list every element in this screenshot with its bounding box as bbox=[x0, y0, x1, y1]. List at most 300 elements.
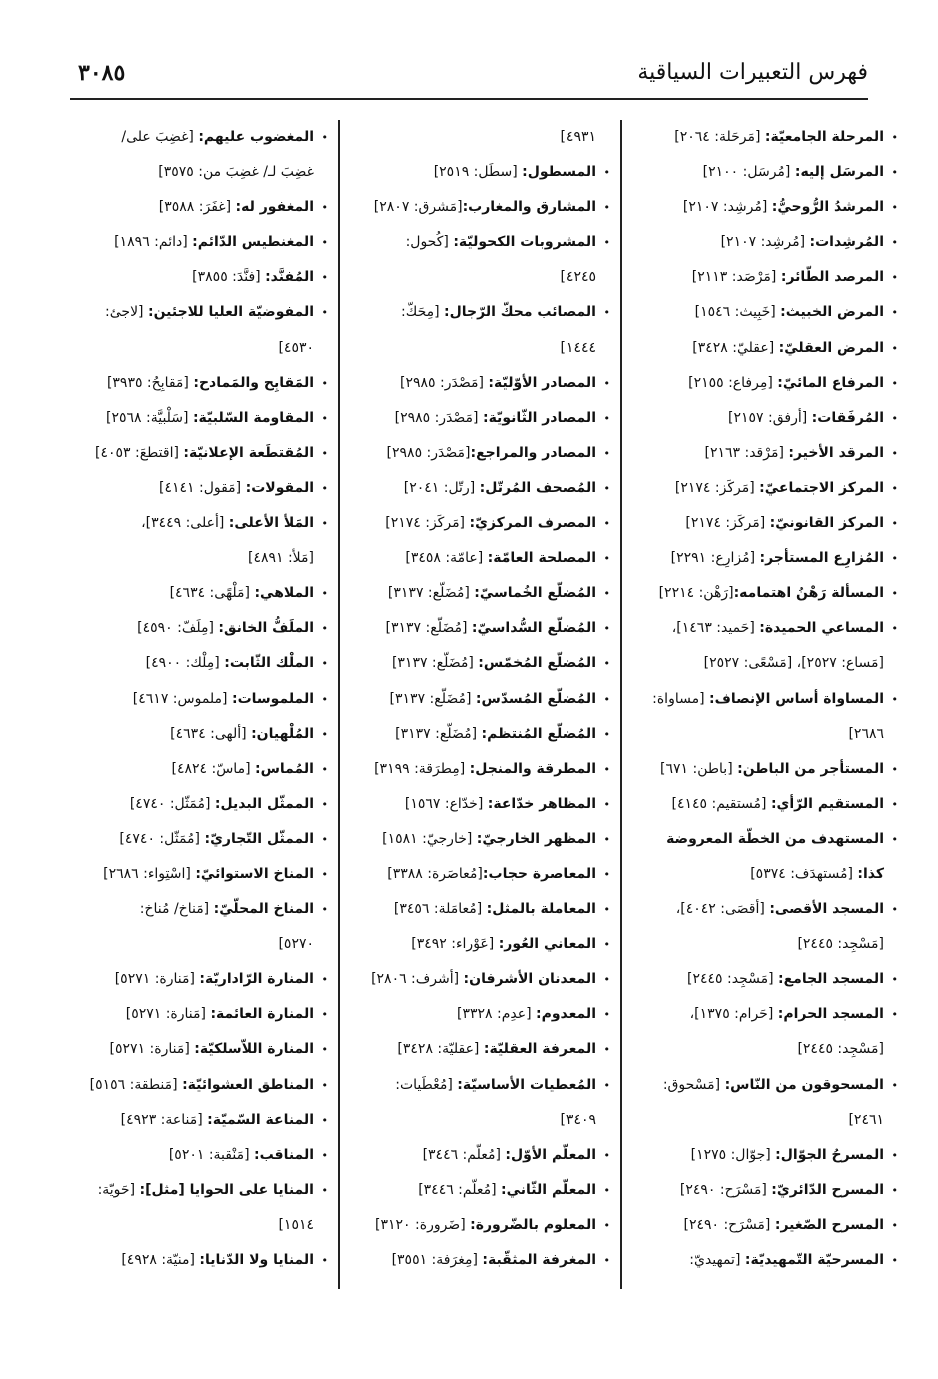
entry-reference: [سَلْبيَّة: ٢٥٦٨] bbox=[106, 409, 193, 426]
entry-term: الملموسات: bbox=[231, 690, 314, 707]
index-entry bbox=[355, 1173, 610, 1208]
entry-reference: [مُعاصَرة: ٣٣٨٨] bbox=[387, 865, 483, 882]
index-entry bbox=[58, 576, 328, 611]
index-column-1 bbox=[640, 120, 898, 1289]
entry-reference: [مِغرَفة: ٣٥٥١] bbox=[391, 1252, 483, 1268]
entry-term: المُرشِدات: bbox=[809, 234, 884, 251]
entry-reference: [مُستقيم: ٤١٤٥] bbox=[671, 795, 771, 812]
entry-term: المسرحُ الجوّال: bbox=[775, 1146, 884, 1163]
entry-reference: [مَنطقة: ٥١٥٦] bbox=[89, 1076, 183, 1093]
index-entry bbox=[355, 436, 610, 471]
entry-reference: [عدِم: ٣٣٢٨] bbox=[457, 1006, 536, 1023]
entry-term: المرض الخبيث: bbox=[780, 304, 884, 321]
bullet-icon: • bbox=[321, 867, 328, 881]
entry-reference: [غفَرَ: ٣٥٨٨] bbox=[158, 199, 236, 216]
entry-term: المُزارِع المستأجر: bbox=[759, 550, 884, 567]
bullet-icon: • bbox=[321, 376, 328, 390]
entry-term: المعاملة بالمثل: bbox=[486, 901, 596, 918]
index-entry bbox=[640, 1208, 898, 1243]
entry-term: المصادر الأوّليّة: bbox=[488, 374, 596, 391]
entry-reference: [مَنْقبة: ٥٢٠١] bbox=[168, 1146, 254, 1163]
index-entry bbox=[640, 331, 898, 366]
entry-reference: [مُرشِد: ٢١٠٧] bbox=[720, 234, 810, 251]
entry-term: المسجد الحرام: bbox=[777, 1006, 884, 1023]
index-entry-continuation bbox=[58, 155, 328, 190]
bullet-icon: • bbox=[603, 622, 610, 636]
entry-term: المصادر الثّانويّة: bbox=[482, 409, 596, 426]
index-entry bbox=[355, 822, 610, 857]
entry-reference: ٣٤٠٩] bbox=[560, 1111, 596, 1128]
entry-reference: [مِرفاع: ٢١٥٥] bbox=[688, 374, 778, 391]
entry-term: المركز القانونيّ: bbox=[769, 515, 884, 532]
entry-reference: [مَسْجِد: ٢٤٤٥] bbox=[797, 1041, 884, 1058]
entry-term: المصائب محكّ الرّجال: bbox=[444, 304, 596, 321]
bullet-icon: • bbox=[321, 131, 328, 144]
entry-reference: [مُرسَل: ٢١٠٠] bbox=[702, 164, 795, 181]
index-entry bbox=[58, 190, 328, 225]
index-entry bbox=[355, 366, 610, 401]
index-entry bbox=[355, 646, 610, 681]
entry-reference: [رتّل: ٢٠٤١] bbox=[403, 479, 480, 496]
entry-reference: [مَركَز: ٢١٧٤] bbox=[385, 515, 470, 532]
index-entry-continuation bbox=[58, 927, 328, 962]
index-column-2 bbox=[355, 120, 610, 1289]
bullet-icon: • bbox=[603, 376, 610, 390]
index-entry bbox=[640, 155, 898, 190]
bullet-icon: • bbox=[891, 832, 898, 846]
entry-reference: [مُمَثّل: ٤٧٤٠] bbox=[129, 795, 215, 812]
entry-reference: ٢٦٨٦] bbox=[848, 725, 884, 742]
index-entry bbox=[355, 997, 610, 1032]
entry-reference: [مِلْك: ٤٩٠٠] bbox=[145, 655, 225, 672]
index-entry bbox=[355, 927, 610, 962]
entry-reference: [أرفق: ٢١٥٧] bbox=[728, 409, 812, 426]
bullet-icon: • bbox=[603, 797, 610, 811]
entry-term: المَقابِح والمَمادح: bbox=[193, 374, 314, 391]
entry-term: كذا: bbox=[857, 865, 884, 882]
entry-reference: [كُحول: bbox=[405, 234, 454, 251]
index-entry bbox=[640, 752, 898, 787]
index-entry bbox=[640, 822, 898, 857]
entry-term: المستهدف من الخطّة المعروضة bbox=[666, 830, 884, 847]
entry-reference: [مُعامَلة: ٣٤٥٦] bbox=[393, 901, 487, 918]
entry-reference: [باطن: ٦٧١] bbox=[660, 760, 738, 777]
bullet-icon: • bbox=[891, 376, 898, 390]
index-entry bbox=[355, 541, 610, 576]
bullet-icon: • bbox=[321, 1113, 328, 1127]
bullet-icon: • bbox=[321, 1148, 328, 1162]
index-entry bbox=[640, 260, 898, 295]
index-entry-continuation bbox=[58, 541, 328, 576]
index-entry bbox=[355, 892, 610, 927]
entry-reference: ٢٤٦١] bbox=[848, 1111, 884, 1128]
entry-term: المصادر والمراجع: bbox=[470, 444, 596, 461]
bullet-icon: • bbox=[891, 236, 898, 250]
entry-term: المظهر الخارجيّ: bbox=[476, 830, 596, 847]
entry-reference: [مَرْقد: ٢١٦٣] bbox=[704, 444, 789, 461]
index-entry bbox=[58, 646, 328, 681]
index-entry-continuation bbox=[640, 646, 898, 681]
index-entry-continuation bbox=[58, 331, 328, 366]
index-title: فهرس التعبيرات السياقية bbox=[637, 60, 868, 85]
bullet-icon: • bbox=[321, 1043, 328, 1057]
index-entry bbox=[355, 1138, 610, 1173]
entry-reference: ٥٢٧٠] bbox=[278, 936, 314, 953]
entry-term: المناخ المحلّيّ: bbox=[213, 901, 314, 918]
bullet-icon: • bbox=[321, 657, 328, 671]
bullet-icon: • bbox=[891, 341, 898, 355]
entry-term: المرقد الأخير: bbox=[788, 444, 884, 461]
bullet-icon: • bbox=[891, 1254, 898, 1267]
entry-term: الملَفُّ الخانق: bbox=[218, 620, 314, 637]
entry-reference: ٤٥٣٠] bbox=[278, 339, 314, 356]
entry-term: المناخ الاستوائيّ: bbox=[195, 865, 314, 882]
entry-term: المُضلّع المُخمّس: bbox=[478, 655, 596, 672]
bullet-icon: • bbox=[603, 166, 610, 180]
bullet-icon: • bbox=[603, 1183, 610, 1197]
entry-reference: [مَصْدَر: ٢٩٨٥] bbox=[400, 374, 489, 391]
index-entry bbox=[640, 541, 898, 576]
entry-term: المُرفَقات: bbox=[811, 409, 884, 426]
entry-reference: [مَنارة: ٥٢٧١] bbox=[114, 971, 200, 988]
entry-reference: [غضِبَ على/ bbox=[121, 129, 199, 145]
entry-reference: [جوّال: ١٢٧٥] bbox=[690, 1146, 776, 1163]
index-entry bbox=[355, 787, 610, 822]
index-entry-continuation bbox=[355, 260, 610, 295]
index-entry bbox=[58, 1032, 328, 1067]
bullet-icon: • bbox=[603, 762, 610, 776]
entry-term: المسألة رَهْنُ اهتمامه: bbox=[733, 585, 884, 602]
entry-reference: [مَقول: ٤١٤١] bbox=[158, 479, 246, 496]
entry-reference: [ألهى: ٤٦٣٤] bbox=[170, 725, 252, 742]
entry-term: المنايا على الحوايا [مثل]: bbox=[139, 1181, 314, 1198]
bullet-icon: • bbox=[603, 587, 610, 601]
entry-term: المُصحف المُرتّل: bbox=[479, 479, 596, 496]
entry-reference: [أقصَى: ٤٠٤٢]، bbox=[675, 901, 770, 918]
entry-reference: [ضَرورة: ٣١٢٠] bbox=[375, 1216, 471, 1233]
entry-reference: [مَقابِحُ: ٣٩٣٥] bbox=[106, 374, 194, 391]
entry-reference: [عقليّة: ٣٤٢٨] bbox=[397, 1041, 484, 1058]
entry-term: المرصد الطّائر: bbox=[780, 269, 884, 286]
index-entry-continuation bbox=[355, 1103, 610, 1138]
entry-term: المنارة العائمة: bbox=[210, 1006, 314, 1023]
bullet-icon: • bbox=[321, 1078, 328, 1092]
entry-reference: [خارجيّ: ١٥٨١] bbox=[382, 830, 477, 847]
bullet-icon: • bbox=[321, 622, 328, 636]
index-columns bbox=[88, 120, 898, 1289]
bullet-icon: • bbox=[603, 1254, 610, 1267]
entry-term: المَلأ الأعلى: bbox=[228, 515, 314, 532]
bullet-icon: • bbox=[891, 411, 898, 425]
index-entry bbox=[355, 962, 610, 997]
entry-reference: [مِلَفّ: ٤٥٩٠] bbox=[137, 620, 219, 637]
bullet-icon: • bbox=[603, 867, 610, 881]
entry-reference: ١٥١٤] bbox=[278, 1216, 314, 1233]
index-entry bbox=[58, 1138, 328, 1173]
entry-reference: [مَلأ: ٤٨٩١] bbox=[247, 550, 314, 567]
index-entry bbox=[58, 366, 328, 401]
index-entry bbox=[58, 611, 328, 646]
entry-reference: [رَهْن: ٢٢١٤] bbox=[658, 585, 734, 602]
entry-reference: [ملموس: ٤٦١٧] bbox=[132, 690, 232, 707]
entry-term: المعلوم بالضّرورة: bbox=[470, 1216, 596, 1233]
bullet-icon: • bbox=[603, 481, 610, 495]
page-header bbox=[70, 52, 868, 100]
bullet-icon: • bbox=[321, 692, 328, 706]
bullet-icon: • bbox=[891, 552, 898, 566]
index-entry bbox=[355, 1032, 610, 1067]
entry-term: المشارق والمغارب: bbox=[462, 199, 596, 216]
index-entry bbox=[58, 1173, 328, 1208]
bullet-icon: • bbox=[321, 236, 328, 250]
index-entry bbox=[640, 576, 898, 611]
index-entry bbox=[355, 1068, 610, 1103]
index-entry-continuation bbox=[640, 927, 898, 962]
entry-reference: [فنَّدَ: ٣٨٥٥] bbox=[192, 269, 266, 286]
index-entry bbox=[58, 401, 328, 436]
index-entry bbox=[58, 1243, 328, 1278]
bullet-icon: • bbox=[321, 832, 328, 846]
bullet-icon: • bbox=[603, 832, 610, 846]
bullet-icon: • bbox=[603, 973, 610, 987]
entry-reference: [عامّة: ٣٤٥٨] bbox=[405, 550, 488, 567]
entry-reference: [مَركَز: ٢١٧٤] bbox=[674, 479, 760, 496]
index-entry bbox=[640, 436, 898, 471]
entry-term: المسجد الأقصى: bbox=[769, 901, 884, 918]
index-entry bbox=[355, 295, 610, 330]
entry-term: المصلحة العامّة: bbox=[487, 550, 596, 567]
index-entry bbox=[640, 1243, 898, 1278]
index-entry bbox=[58, 787, 328, 822]
bullet-icon: • bbox=[603, 236, 610, 250]
entry-term: المقاومة السّلبيّة: bbox=[192, 409, 314, 426]
entry-reference: [اقتطعَ: ٤٠٥٣] bbox=[95, 444, 184, 461]
entry-term: المنارة الرّاداريّة: bbox=[199, 971, 314, 988]
index-entry bbox=[58, 506, 328, 541]
bullet-icon: • bbox=[603, 1078, 610, 1092]
bullet-icon: • bbox=[603, 411, 610, 425]
bullet-icon: • bbox=[891, 481, 898, 495]
entry-term: الملاهي: bbox=[254, 585, 314, 602]
index-entry bbox=[58, 225, 328, 260]
bullet-icon: • bbox=[321, 446, 328, 460]
index-entry-continuation bbox=[640, 717, 898, 752]
entry-term: المُقتطَعة الإعلانيّة: bbox=[183, 444, 314, 461]
index-entry bbox=[640, 366, 898, 401]
entry-term: المعدنان الأشرفان: bbox=[463, 971, 596, 988]
entry-term: المغرفة المثقّبة: bbox=[482, 1252, 596, 1268]
entry-term: المنايا ولا الدّنايا: bbox=[199, 1252, 314, 1268]
index-entry bbox=[355, 857, 610, 892]
bullet-icon: • bbox=[891, 692, 898, 706]
index-entry bbox=[640, 962, 898, 997]
entry-reference: [مَركَز: ٢١٧٤] bbox=[685, 515, 770, 532]
entry-term: المُضلّع المُنتظم: bbox=[481, 725, 596, 742]
bullet-icon: • bbox=[603, 657, 610, 671]
entry-term: المغفور له: bbox=[235, 199, 314, 216]
bullet-icon: • bbox=[891, 517, 898, 531]
index-entry bbox=[355, 506, 610, 541]
entry-reference: [مَرْصَد: ٢١١٣] bbox=[691, 269, 781, 286]
entry-term: المعدوم: bbox=[536, 1006, 596, 1023]
entry-reference: [مُستهدَف: ٥٣٧٤] bbox=[750, 865, 858, 882]
entry-reference: [مَلْهًى: ٤٦٣٤] bbox=[169, 585, 255, 602]
index-entry bbox=[355, 1243, 610, 1278]
entry-term: المُماس: bbox=[254, 760, 314, 777]
bullet-icon: • bbox=[891, 166, 898, 180]
entry-term: المسطول: bbox=[522, 164, 596, 181]
bullet-icon: • bbox=[891, 903, 898, 917]
entry-reference: [مَسْرَح: ٢٤٩٠] bbox=[679, 1181, 772, 1198]
index-entry bbox=[640, 190, 898, 225]
entry-term: المغنطيس الدّائم: bbox=[192, 234, 314, 251]
index-entry bbox=[58, 295, 328, 330]
entry-term: المنارة اللاّسلكيّة: bbox=[194, 1041, 314, 1058]
entry-term: المُضلّع الخُماسيّ: bbox=[474, 585, 596, 602]
bullet-icon: • bbox=[321, 1008, 328, 1022]
entry-reference: [أشرف: ٢٨٠٦] bbox=[371, 971, 464, 988]
entry-reference: ٤٩٣١] bbox=[560, 129, 596, 145]
entry-term: المسرح الدّائريّ: bbox=[771, 1181, 884, 1198]
entry-reference: [خدّاع: ١٥٦٧] bbox=[404, 795, 488, 812]
entry-reference: [مُعلّم: ٣٤٤٦] bbox=[422, 1146, 506, 1163]
bullet-icon: • bbox=[891, 762, 898, 776]
bullet-icon: • bbox=[891, 1183, 898, 1197]
bullet-icon: • bbox=[891, 622, 898, 636]
entry-reference: [مُرشِد: ٢١٠٧] bbox=[682, 199, 772, 216]
index-entry bbox=[355, 611, 610, 646]
index-entry bbox=[58, 892, 328, 927]
bullet-icon: • bbox=[891, 131, 898, 144]
entry-reference: [ماسّ: ٤٨٢٤] bbox=[171, 760, 255, 777]
entry-reference: [منيّة: ٤٩٢٨] bbox=[121, 1252, 200, 1268]
entry-reference: [تمهيديّ: bbox=[689, 1252, 745, 1268]
index-entry-continuation bbox=[355, 331, 610, 366]
bullet-icon: • bbox=[321, 1183, 328, 1197]
entry-reference: [اسْتِواء: ٢٦٨٦] bbox=[103, 865, 196, 882]
bullet-icon: • bbox=[603, 517, 610, 531]
bullet-icon: • bbox=[891, 306, 898, 320]
entry-term: المقولات: bbox=[245, 479, 314, 496]
index-entry bbox=[355, 1208, 610, 1243]
entry-term: المعاصرة حجاب: bbox=[482, 865, 596, 882]
index-entry-continuation bbox=[355, 120, 610, 155]
entry-term: المركز الاجتماعيّ: bbox=[759, 479, 884, 496]
entry-term: المرحلة الجامعيّة: bbox=[764, 129, 884, 145]
bullet-icon: • bbox=[891, 587, 898, 601]
bullet-icon: • bbox=[321, 306, 328, 320]
entry-reference: [مُعْطَيات: bbox=[395, 1076, 458, 1093]
bullet-icon: • bbox=[603, 446, 610, 460]
bullet-icon: • bbox=[891, 201, 898, 215]
bullet-icon: • bbox=[603, 201, 610, 215]
entry-term: المسجد الجامع: bbox=[778, 971, 884, 988]
bullet-icon: • bbox=[603, 903, 610, 917]
index-entry bbox=[640, 401, 898, 436]
entry-term: المغضوب عليهم: bbox=[198, 129, 314, 145]
entry-term: المساواة أساس الإنصاف: bbox=[709, 690, 884, 707]
bullet-icon: • bbox=[321, 973, 328, 987]
entry-reference: [مُضَلّع: ٣١٣٧] bbox=[391, 655, 479, 672]
index-entry bbox=[640, 471, 898, 506]
index-entry bbox=[58, 1068, 328, 1103]
entry-reference: [مَصْدَر: ٢٩٨٥] bbox=[386, 444, 471, 461]
entry-term: المفوضيّة العليا للاجئين: bbox=[147, 304, 314, 321]
bullet-icon: • bbox=[891, 1148, 898, 1162]
entry-reference: [مِطرَقة: ٣١٩٩] bbox=[374, 760, 470, 777]
entry-term: المعاني العُور: bbox=[498, 936, 596, 953]
index-entry-continuation bbox=[640, 1032, 898, 1067]
entry-reference: ٤٢٤٥] bbox=[560, 269, 596, 286]
index-entry bbox=[58, 682, 328, 717]
index-entry bbox=[58, 471, 328, 506]
entry-reference: [مَصْدَر: ٢٩٨٥] bbox=[394, 409, 483, 426]
entry-term: المرشدُ الرُّوحيُّ: bbox=[771, 199, 884, 216]
entry-term: المسحوقون من النّاس: bbox=[724, 1076, 884, 1093]
entry-term: المظاهر خدّاعة: bbox=[487, 795, 596, 812]
entry-reference: [عقليّ: ٣٤٢٨] bbox=[692, 339, 779, 356]
index-entry-continuation bbox=[640, 1103, 898, 1138]
bullet-icon: • bbox=[321, 481, 328, 495]
entry-term: المشروبات الكحوليّة: bbox=[453, 234, 596, 251]
entry-term: المناعة السّميّة: bbox=[207, 1111, 314, 1128]
bullet-icon: • bbox=[603, 1218, 610, 1232]
index-entry bbox=[355, 401, 610, 436]
entry-reference: [مَسْرَح: ٢٤٩٠] bbox=[683, 1216, 775, 1233]
entry-term: المناطق العشوائيّة: bbox=[182, 1076, 314, 1093]
entry-reference: [مَناعة: ٤٩٢٣] bbox=[120, 1111, 208, 1128]
index-entry bbox=[58, 717, 328, 752]
index-entry bbox=[355, 576, 610, 611]
entry-reference: [لاجئ: bbox=[105, 304, 148, 321]
index-entry bbox=[640, 506, 898, 541]
entry-term: المطرقة والمنجل: bbox=[469, 760, 596, 777]
index-entry bbox=[355, 225, 610, 260]
entry-reference: [مَسْحوق: bbox=[662, 1076, 725, 1093]
bullet-icon: • bbox=[891, 446, 898, 460]
entry-term: المُضلّع المُسدّس: bbox=[475, 690, 596, 707]
entry-term: المُعطيات الأساسيّة: bbox=[457, 1076, 596, 1093]
entry-reference: [مَنارة: ٥٢٧١] bbox=[125, 1006, 211, 1023]
index-entry bbox=[58, 962, 328, 997]
index-entry bbox=[58, 822, 328, 857]
entry-reference: [مَناخ/ مُناخ: bbox=[139, 901, 214, 918]
bullet-icon: • bbox=[603, 1043, 610, 1057]
index-entry bbox=[640, 120, 898, 155]
index-entry bbox=[355, 752, 610, 787]
index-entry bbox=[640, 787, 898, 822]
bullet-icon: • bbox=[321, 517, 328, 531]
index-entry bbox=[58, 997, 328, 1032]
entry-reference: [مَنارة: ٥٢٧١] bbox=[109, 1041, 195, 1058]
entry-term: المُضلّع السُّداسيّ: bbox=[471, 620, 596, 637]
entry-reference: [حَميد: ١٤٦٣]، bbox=[671, 620, 760, 637]
bullet-icon: • bbox=[603, 1148, 610, 1162]
bullet-icon: • bbox=[891, 1218, 898, 1232]
entry-reference: [مُعلّم: ٣٤٤٦] bbox=[418, 1181, 502, 1198]
index-entry bbox=[58, 436, 328, 471]
entry-reference: [مُمَثّل: ٤٧٤٠] bbox=[119, 830, 205, 847]
bullet-icon: • bbox=[321, 762, 328, 776]
page-number: ٣٠٨٥ bbox=[78, 60, 126, 86]
index-entry bbox=[355, 155, 610, 190]
entry-term: المُفنَّد: bbox=[265, 269, 314, 286]
bullet-icon: • bbox=[321, 797, 328, 811]
index-entry-continuation bbox=[640, 857, 898, 892]
entry-reference: [حَويّة: bbox=[97, 1181, 140, 1198]
bullet-icon: • bbox=[603, 692, 610, 706]
bullet-icon: • bbox=[321, 201, 328, 215]
